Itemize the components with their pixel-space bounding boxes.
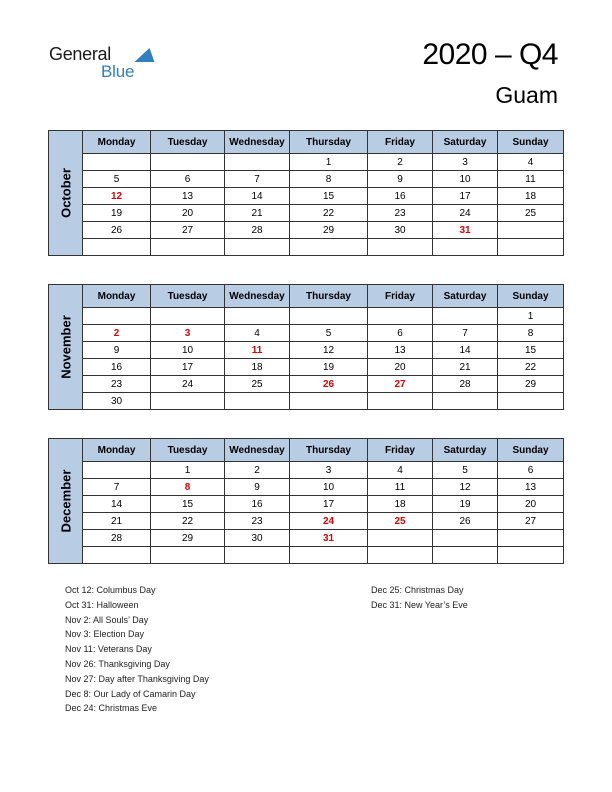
country-name: Guam: [495, 82, 558, 108]
day-cell: [433, 547, 498, 564]
day-cell: 5: [433, 462, 498, 479]
weekday-header: Wednesday: [225, 131, 290, 154]
month-table: [48, 130, 564, 256]
day-cell: 11: [225, 342, 290, 359]
day-cell: [498, 530, 564, 547]
day-cell: [225, 547, 290, 564]
week-row: [49, 393, 564, 410]
day-cell: 17: [433, 188, 498, 205]
month-name-cell: [49, 131, 83, 256]
page-title: 2020 – Q4: [422, 38, 558, 71]
day-cell: [433, 530, 498, 547]
day-cell: 15: [151, 496, 225, 513]
day-cell: 13: [151, 188, 225, 205]
day-cell: [290, 239, 368, 256]
day-cell: [151, 239, 225, 256]
logo-triangle-icon: [134, 48, 159, 62]
weekday-header: Sunday: [498, 285, 564, 308]
day-cell: [368, 530, 433, 547]
day-cell: [83, 154, 151, 171]
day-cell: 16: [368, 188, 433, 205]
week-row: [49, 513, 564, 530]
day-cell: 23: [368, 205, 433, 222]
week-row: [49, 154, 564, 171]
holiday-note: Oct 12: Columbus Day: [65, 585, 156, 595]
day-cell: [83, 547, 151, 564]
weekday-header: Wednesday: [225, 439, 290, 462]
day-cell: 19: [290, 359, 368, 376]
day-cell: 19: [433, 496, 498, 513]
day-cell: [368, 308, 433, 325]
weekday-header: Saturday: [433, 439, 498, 462]
day-cell: 29: [498, 376, 564, 393]
day-cell: 24: [151, 376, 225, 393]
weekday-header: Friday: [368, 285, 433, 308]
week-row: [49, 171, 564, 188]
day-cell: [498, 547, 564, 564]
holiday-note: Dec 31: New Year’s Eve: [371, 599, 468, 610]
month-name: November: [58, 315, 74, 379]
week-row: [49, 308, 564, 325]
weekday-header: Wednesday: [225, 285, 290, 308]
day-cell: 4: [225, 325, 290, 342]
day-cell: 1: [151, 462, 225, 479]
day-cell: 7: [433, 325, 498, 342]
day-cell: 30: [368, 222, 433, 239]
weekday-header: Tuesday: [151, 439, 225, 462]
weekday-header: Sunday: [498, 439, 564, 462]
calendar-november: [48, 284, 563, 410]
day-cell: 15: [498, 342, 564, 359]
day-cell: [290, 547, 368, 564]
day-cell: 27: [151, 222, 225, 239]
day-cell: 8: [290, 171, 368, 188]
day-cell: 25: [498, 205, 564, 222]
day-cell: 3: [290, 462, 368, 479]
day-cell: 16: [83, 359, 151, 376]
day-cell: 13: [368, 342, 433, 359]
day-cell: 24: [433, 205, 498, 222]
day-cell: 7: [225, 171, 290, 188]
week-row: [49, 547, 564, 564]
logo-general: General: [49, 44, 111, 64]
holiday-note: Nov 2: All Souls’ Day: [65, 614, 149, 625]
day-cell: 8: [498, 325, 564, 342]
day-cell: 24: [290, 513, 368, 530]
day-cell: 10: [433, 171, 498, 188]
week-row: [49, 205, 564, 222]
holiday-note: Oct 31: Halloween: [65, 599, 139, 610]
day-cell: 31: [433, 222, 498, 239]
day-cell: 22: [498, 359, 564, 376]
day-cell: 2: [368, 154, 433, 171]
week-row: [49, 479, 564, 496]
day-cell: 4: [498, 154, 564, 171]
weekday-header: Friday: [368, 131, 433, 154]
day-cell: 7: [83, 479, 151, 496]
holiday-note: Dec 25: Christmas Day: [371, 585, 464, 595]
day-cell: [151, 308, 225, 325]
week-row: [49, 342, 564, 359]
holiday-notes-right: [371, 583, 468, 613]
holiday-note: Nov 27: Day after Thanksgiving Day: [65, 673, 209, 684]
day-cell: 1: [290, 154, 368, 171]
day-cell: 26: [290, 376, 368, 393]
day-cell: 21: [433, 359, 498, 376]
day-cell: 11: [368, 479, 433, 496]
week-row: [49, 376, 564, 393]
holiday-note: Nov 3: Election Day: [65, 629, 145, 640]
day-cell: 17: [151, 359, 225, 376]
day-cell: [151, 154, 225, 171]
day-cell: 2: [83, 325, 151, 342]
logo-blue: Blue: [101, 62, 135, 81]
day-cell: [498, 239, 564, 256]
day-cell: [368, 239, 433, 256]
week-row: [49, 325, 564, 342]
weekday-header: Monday: [83, 285, 151, 308]
day-cell: 3: [433, 154, 498, 171]
day-cell: 11: [498, 171, 564, 188]
day-cell: 5: [290, 325, 368, 342]
holiday-note: Nov 26: Thanksgiving Day: [65, 658, 170, 669]
day-cell: 14: [83, 496, 151, 513]
week-row: [49, 462, 564, 479]
day-cell: [225, 393, 290, 410]
day-cell: 28: [83, 530, 151, 547]
day-cell: [225, 308, 290, 325]
day-cell: 27: [498, 513, 564, 530]
month-name: December: [58, 469, 74, 533]
day-cell: 14: [225, 188, 290, 205]
day-cell: 5: [83, 171, 151, 188]
day-cell: 10: [290, 479, 368, 496]
holiday-notes-left: [65, 583, 209, 716]
holiday-note: Nov 11: Veterans Day: [65, 644, 152, 655]
holiday-note: Dec 24: Christmas Eve: [65, 703, 158, 714]
day-cell: 30: [225, 530, 290, 547]
day-cell: 21: [83, 513, 151, 530]
day-cell: 14: [433, 342, 498, 359]
day-cell: [368, 393, 433, 410]
day-cell: 23: [225, 513, 290, 530]
weekday-header: Thursday: [290, 439, 368, 462]
day-cell: 26: [83, 222, 151, 239]
week-row: [49, 359, 564, 376]
day-cell: [83, 462, 151, 479]
day-cell: 19: [83, 205, 151, 222]
day-cell: [290, 308, 368, 325]
day-cell: 23: [83, 376, 151, 393]
day-cell: [290, 393, 368, 410]
day-cell: 8: [151, 479, 225, 496]
weekday-header: Tuesday: [151, 131, 225, 154]
day-cell: 9: [368, 171, 433, 188]
day-cell: 12: [433, 479, 498, 496]
day-cell: 26: [433, 513, 498, 530]
month-name: October: [58, 168, 74, 218]
day-cell: [225, 154, 290, 171]
weekday-header: Saturday: [433, 285, 498, 308]
day-cell: 6: [368, 325, 433, 342]
day-cell: 20: [151, 205, 225, 222]
month-name-cell: [49, 439, 83, 564]
month-table: [48, 438, 564, 564]
day-cell: 10: [151, 342, 225, 359]
day-cell: 6: [498, 462, 564, 479]
day-cell: 29: [290, 222, 368, 239]
day-cell: 28: [433, 376, 498, 393]
week-row: [49, 222, 564, 239]
day-cell: [83, 308, 151, 325]
weekday-header: Thursday: [290, 131, 368, 154]
day-cell: 17: [290, 496, 368, 513]
day-cell: 18: [498, 188, 564, 205]
day-cell: 3: [151, 325, 225, 342]
day-cell: [498, 393, 564, 410]
weekday-header: Sunday: [498, 131, 564, 154]
day-cell: 1: [498, 308, 564, 325]
week-row: [49, 188, 564, 205]
day-cell: 20: [498, 496, 564, 513]
day-cell: 12: [290, 342, 368, 359]
day-cell: [433, 239, 498, 256]
day-cell: [368, 547, 433, 564]
day-cell: 27: [368, 376, 433, 393]
day-cell: [433, 308, 498, 325]
day-cell: 15: [290, 188, 368, 205]
day-cell: 9: [83, 342, 151, 359]
day-cell: 16: [225, 496, 290, 513]
day-cell: [151, 393, 225, 410]
weekday-header: Tuesday: [151, 285, 225, 308]
day-cell: [151, 547, 225, 564]
day-cell: 22: [151, 513, 225, 530]
day-cell: 21: [225, 205, 290, 222]
day-cell: 9: [225, 479, 290, 496]
day-cell: 13: [498, 479, 564, 496]
day-cell: 28: [225, 222, 290, 239]
day-cell: 2: [225, 462, 290, 479]
calendar-october: [48, 130, 563, 256]
week-row: [49, 496, 564, 513]
day-cell: 6: [151, 171, 225, 188]
day-cell: 12: [83, 188, 151, 205]
day-cell: [225, 239, 290, 256]
weekday-header: Monday: [83, 439, 151, 462]
month-table: [48, 284, 564, 410]
day-cell: 31: [290, 530, 368, 547]
day-cell: 4: [368, 462, 433, 479]
day-cell: [433, 393, 498, 410]
day-cell: 29: [151, 530, 225, 547]
day-cell: [498, 222, 564, 239]
logo: [49, 44, 149, 84]
day-cell: 22: [290, 205, 368, 222]
weekday-header: Friday: [368, 439, 433, 462]
day-cell: 20: [368, 359, 433, 376]
calendar-december: [48, 438, 563, 564]
week-row: [49, 239, 564, 256]
day-cell: [83, 239, 151, 256]
weekday-header: Thursday: [290, 285, 368, 308]
weekday-header: Monday: [83, 131, 151, 154]
holiday-note: Dec 8: Our Lady of Camarin Day: [65, 688, 196, 699]
weekday-header: Saturday: [433, 131, 498, 154]
month-name-cell: [49, 285, 83, 410]
day-cell: 18: [368, 496, 433, 513]
day-cell: 25: [225, 376, 290, 393]
week-row: [49, 530, 564, 547]
day-cell: 30: [83, 393, 151, 410]
day-cell: 18: [225, 359, 290, 376]
day-cell: 25: [368, 513, 433, 530]
